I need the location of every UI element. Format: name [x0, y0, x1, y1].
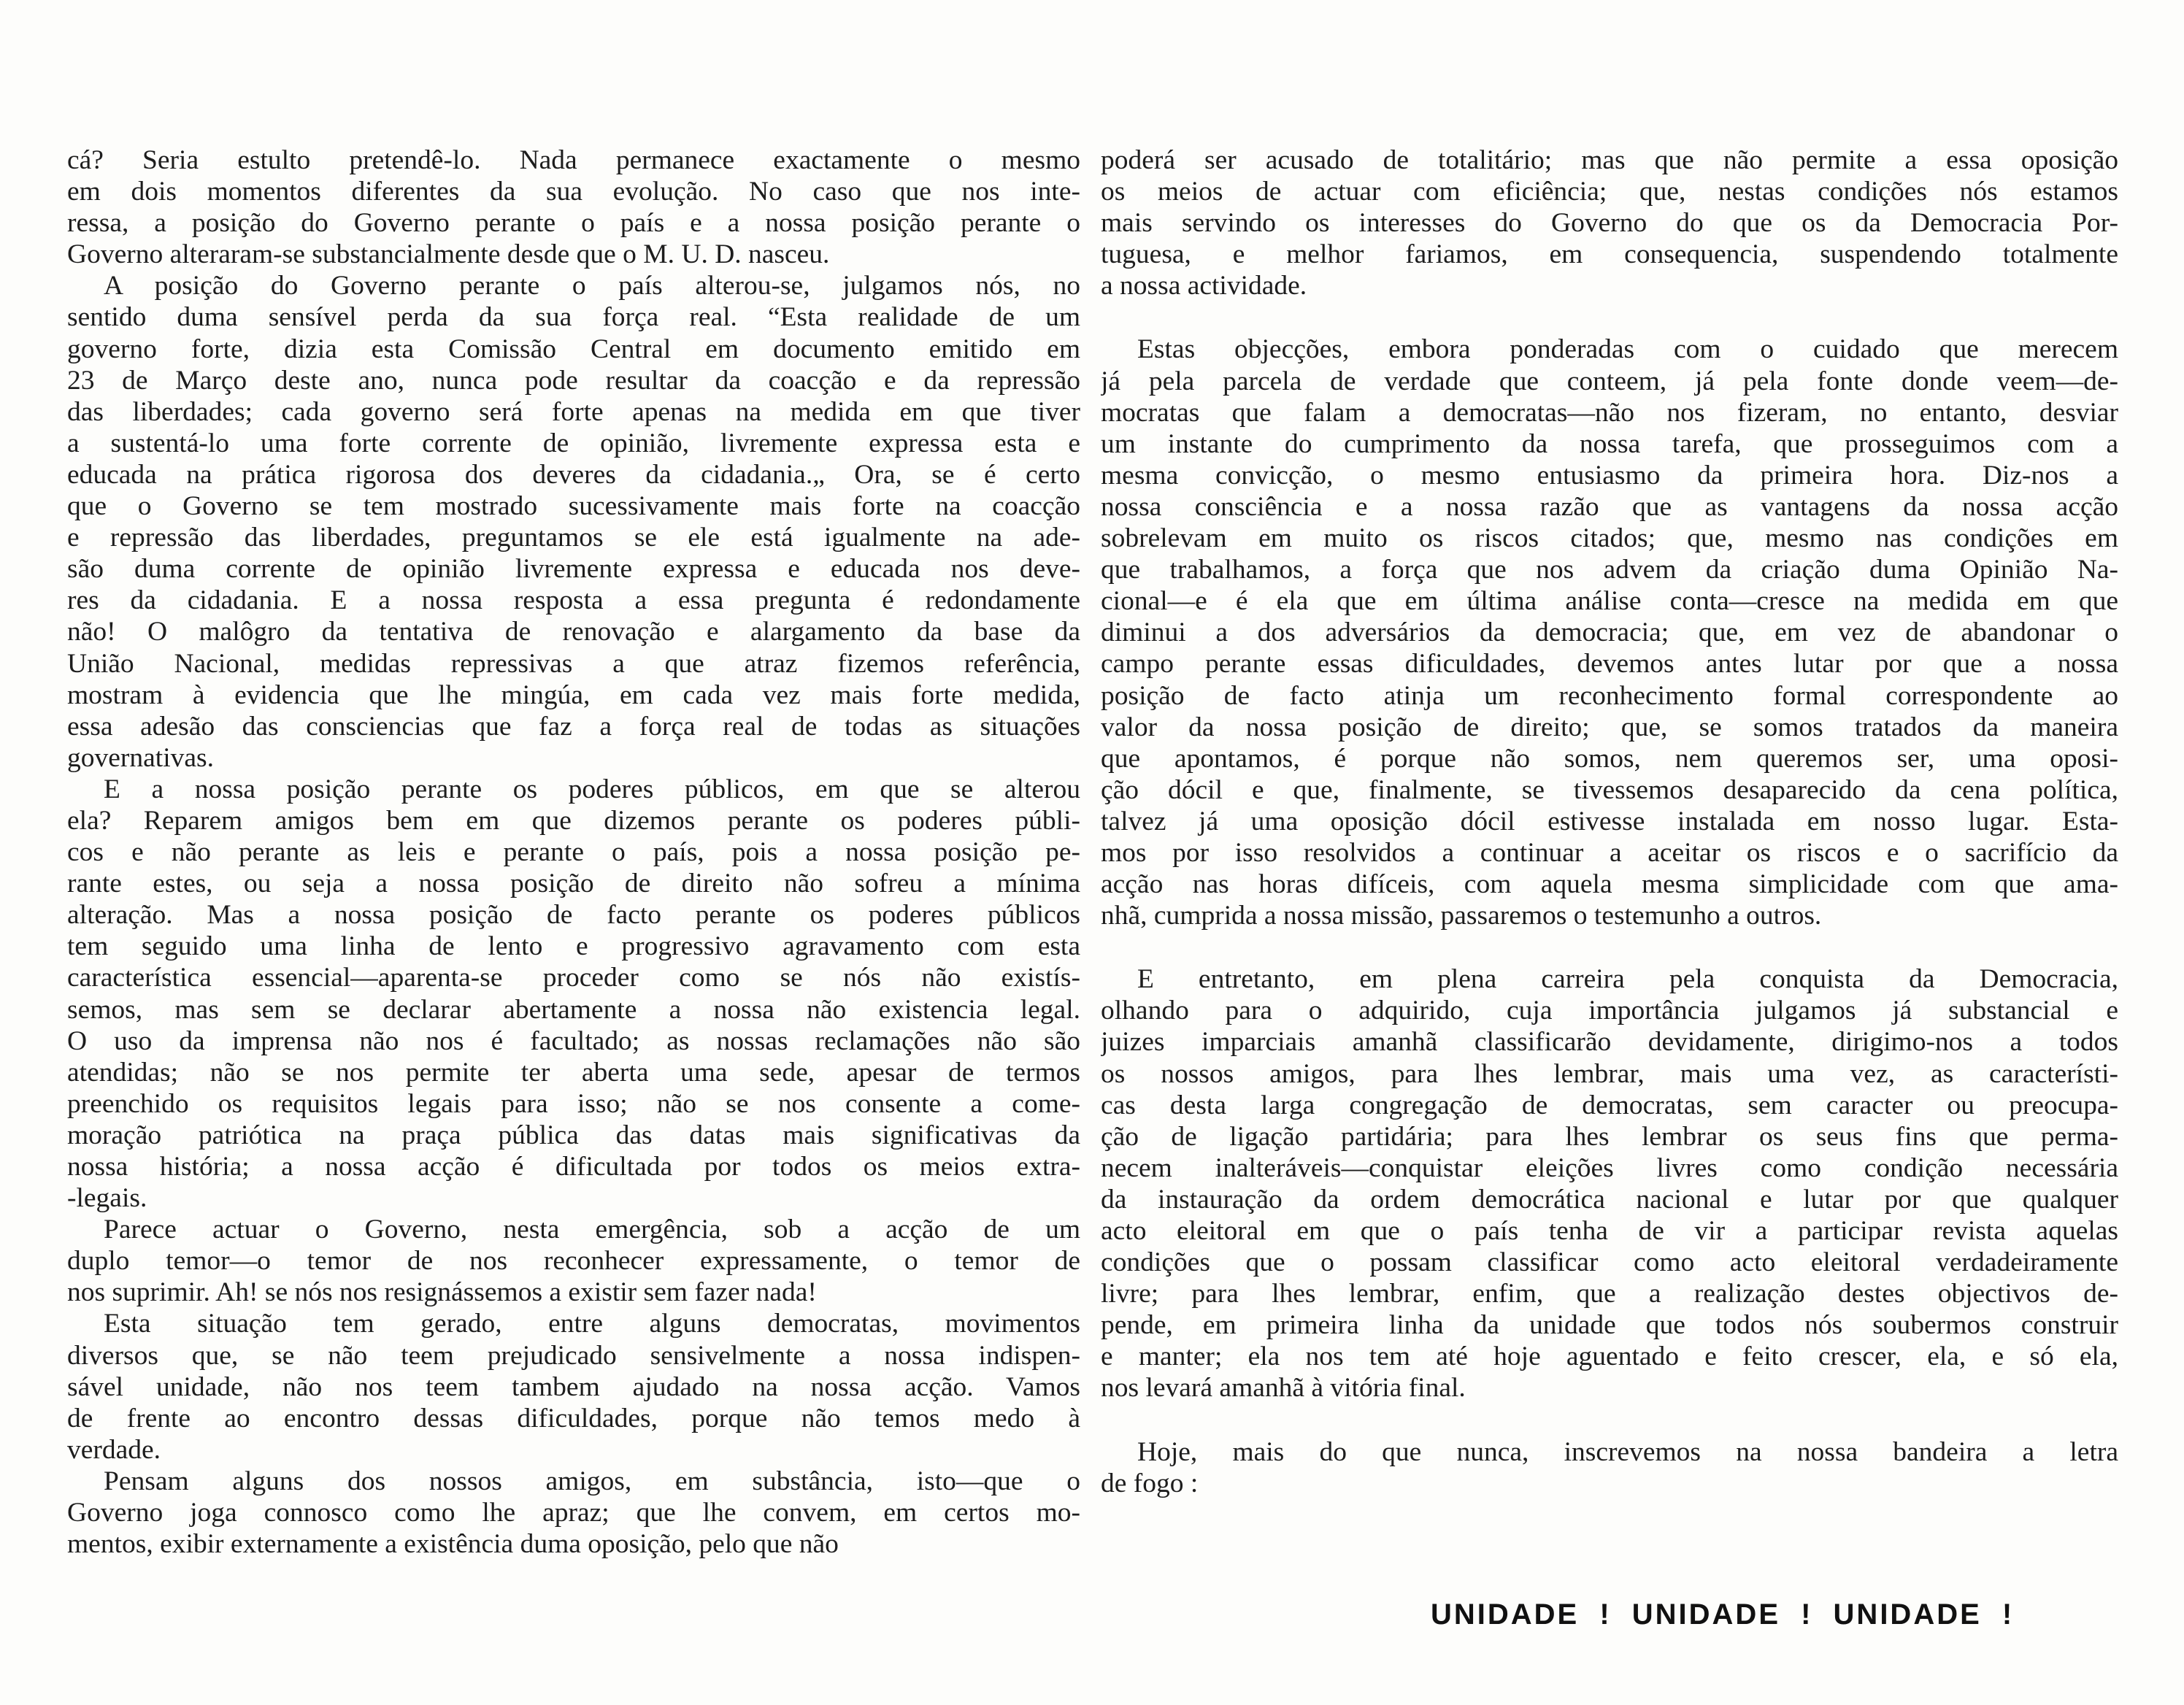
text-line: ela? Reparem amigos bem em que dizemos perante os poderes públi-: [67, 805, 1080, 836]
text-line: e repressão das liberdades, preguntamos se ele está igualmente na ade-: [67, 523, 1080, 553]
text-line: da instauração da ordem democrática nacional e lutar por que qualquer: [1101, 1184, 2118, 1215]
paragraph: [67, 270, 1080, 774]
paragraph: [67, 774, 1080, 1214]
text-line: cá? Seria estulto pretendê-lo. Nada permanece exactamente o mesmo: [67, 145, 1080, 175]
text-line: mocratas que falam a democratas—não nos fizeram, no entanto, desviar: [1101, 397, 2118, 428]
text-line: nossa consciência e a nossa razão que as vantagens da nossa acção: [1101, 491, 2118, 522]
text-line: nos levará amanhã à vitória final.: [1101, 1373, 1466, 1404]
text-line: governo forte, dizia esta Comissão Central em documento emitido em: [67, 334, 1080, 364]
text-line: ção de ligação partidária; para lhes lembrar os seus fins que perma-: [1101, 1121, 2118, 1152]
paragraph: [67, 1214, 1080, 1308]
text-line: das liberdades; cada governo será forte apenas na medida em que tiver: [67, 396, 1080, 427]
text-line: ção dócil e que, finalmente, se tivessemos desaparecido da cena política,: [1101, 774, 2118, 805]
text-line: nos suprimir. Ah! se nós nos resignássemos a existir sem fazer nada!: [67, 1277, 817, 1308]
text-line: poderá ser acusado de totalitário; mas que não permite a essa oposição: [1101, 145, 2118, 175]
text-line: E a nossa posição perante os poderes públicos, em que se alterou: [104, 774, 1080, 804]
text-line: Estas objecções, embora ponderadas com o cuidado que merecem: [1137, 334, 2118, 365]
text-line: Governo alteraram-se substancialmente desde que o M. U. D. nasceu.: [67, 239, 830, 270]
text-line: acção nas horas difíceis, com aquela mesma simplicidade com que ama-: [1101, 869, 2118, 900]
text-line: cas desta larga congregação de democratas, sem caracter ou preocupa-: [1101, 1090, 2118, 1120]
text-line: talvez já uma oposição dócil estivesse instalada em nosso lugar. Esta-: [1101, 806, 2118, 836]
text-line: Pensam alguns dos nossos amigos, em substância, isto—que o: [104, 1466, 1080, 1496]
text-line: cional—e é ela que em última análise conta—cresce na medida em que: [1101, 586, 2118, 617]
text-line: União Nacional, medidas repressivas a que atraz fizemos referência,: [67, 648, 1080, 679]
paragraph: [67, 1466, 1080, 1560]
text-line: em dois momentos diferentes da sua evolução. No caso que nos inte-: [67, 177, 1080, 207]
text-line: condições que o possam classificar como acto eleitoral verdadeiramente: [1101, 1247, 2118, 1278]
paragraph: [67, 145, 1080, 270]
text-line: já pela parcela de verdade que conteem, já pela fonte donde veem—de-: [1101, 366, 2118, 396]
right-column: [1101, 145, 2118, 1499]
text-line: mais servindo os interesses do Governo do que os da Democracia Por-: [1101, 208, 2118, 239]
text-line: rante estes, ou seja a nossa posição de direito não sofreu a mínima: [67, 869, 1080, 899]
text-line: cos e não perante as leis e perante o país, pois a nossa posição pe-: [67, 837, 1080, 868]
text-line: mesma convicção, o mesmo entusiasmo da primeira hora. Diz-nos a: [1101, 460, 2118, 490]
text-line: moração patriótica na praça pública das datas mais significativas da: [67, 1120, 1080, 1150]
text-line: duplo temor—o temor de nos reconhecer expressamente, o temor de: [67, 1246, 1080, 1277]
closing-motto: UNIDADE ! UNIDADE ! UNIDADE !: [1431, 1598, 2015, 1631]
text-line: preenchido os requisitos legais para isso; não se nos consente a come-: [67, 1088, 1080, 1119]
text-line: os meios de actuar com eficiência; que, nestas condições nós estamos: [1101, 177, 2118, 207]
text-line: atendidas; não se nos permite ter aberta uma sede, apesar de termos: [67, 1057, 1080, 1088]
text-line: tuguesa, e melhor fariamos, em consequencia, suspendendo totalmente: [1101, 239, 2118, 270]
paragraph: [1101, 145, 2118, 301]
text-line: pende, em primeira linha da unidade que todos nós soubermos construir: [1101, 1310, 2118, 1341]
text-line: mostram à evidencia que lhe mingúa, em cada vez mais forte medida,: [67, 680, 1080, 710]
text-line: Hoje, mais do que nunca, inscrevemos na nossa bandeira a letra: [1137, 1436, 2118, 1467]
text-line: característica essencial—aparenta-se proceder como se nós não existís-: [67, 963, 1080, 993]
text-line: campo perante essas dificuldades, devemos antes lutar por que a nossa: [1101, 649, 2118, 680]
text-line: são duma corrente de opinião livremente expressa e educada nos deve-: [67, 554, 1080, 585]
paragraph-gap: [1101, 301, 2118, 334]
text-line: A posição do Governo perante o país alterou-se, julgamos nós, no: [104, 271, 1080, 301]
text-line: que trabalhamos, a força que nos advem da criação duma Opinião Na-: [1101, 555, 2118, 585]
text-line: diversos que, se não teem prejudicado sensivelmente a nossa indispen-: [67, 1340, 1080, 1371]
text-line: tem seguido uma linha de lento e progressivo agravamento com esta: [67, 931, 1080, 962]
text-line: sável unidade, não nos teem tambem ajudado na nossa acção. Vamos: [67, 1371, 1080, 1402]
paragraph-gap: [1101, 1404, 2118, 1436]
text-line: Esta situação tem gerado, entre alguns democratas, movimentos: [104, 1309, 1080, 1339]
paragraph: [67, 1308, 1080, 1465]
paragraph-gap: [1101, 931, 2118, 963]
text-line: Parece actuar o Governo, nesta emergência, sob a acção de um: [104, 1215, 1080, 1245]
text-line: -legais.: [67, 1183, 147, 1214]
text-line: olhando para o adquirido, cuja importância julgamos já substancial e: [1101, 996, 2118, 1026]
text-line: 23 de Março deste ano, nunca pode resultar da coacção e da repressão: [67, 365, 1080, 396]
text-line: posição de facto atinja um reconhecimento formal correspondente ao: [1101, 680, 2118, 711]
text-line: não! O malôgro da tentativa de renovação e alargamento da base da: [67, 617, 1080, 647]
text-line: essa adesão das consciencias que faz a força real de todas as situações: [67, 711, 1080, 742]
text-line: a sustentá-lo uma forte corrente de opinião, livremente expressa esta e: [67, 428, 1080, 458]
text-line: mentos, exibir externamente a existência duma oposição, pelo que não: [67, 1529, 839, 1560]
text-line: de fogo :: [1101, 1468, 1199, 1498]
text-line: de frente ao encontro dessas dificuldades, porque não temos medo à: [67, 1403, 1080, 1433]
text-line: livre; para lhes lembrar, enfim, que a realização destes objectivos de-: [1101, 1279, 2118, 1309]
text-line: alteração. Mas a nossa posição de facto perante os poderes públicos: [67, 900, 1080, 931]
left-column: [67, 145, 1080, 1560]
text-line: verdade.: [67, 1434, 161, 1465]
text-line: a nossa actividade.: [1101, 271, 1307, 301]
text-line: necem inalteráveis—conquistar eleições livres como condição necessária: [1101, 1152, 2118, 1183]
text-line: que apontamos, é porque não somos, nem queremos ser, uma oposi-: [1101, 743, 2118, 774]
text-line: ressa, a posição do Governo perante o país e a nossa posição perante o: [67, 208, 1080, 239]
paragraph: [1101, 963, 2118, 1404]
text-line: e manter; ela nos tem até hoje aguentado e feito crescer, ela, e só ela,: [1101, 1342, 2118, 1372]
text-line: nossa história; a nossa acção é dificultada por todos os meios extra-: [67, 1152, 1080, 1182]
text-line: que o Governo se tem mostrado sucessivamente mais forte na coacção: [67, 491, 1080, 522]
text-line: res da cidadania. E a nossa resposta a essa pregunta é redondamente: [67, 585, 1080, 616]
text-line: educada na prática rigorosa dos deveres da cidadania.„ Ora, se é certo: [67, 459, 1080, 490]
text-line: os nossos amigos, para lhes lembrar, mais uma vez, as característi-: [1101, 1058, 2118, 1089]
text-line: acto eleitoral em que o país tenha de vir a participar revista aquelas: [1101, 1216, 2118, 1246]
text-line: Governo joga connosco como lhe apraz; que lhe convem, em certos mo-: [67, 1498, 1080, 1528]
text-line: nhã, cumprida a nossa missão, passaremos o testemunho a outros.: [1101, 901, 1822, 931]
text-line: um instante do cumprimento da nossa tarefa, que prosseguimos com a: [1101, 428, 2118, 459]
paragraph: [1101, 334, 2118, 931]
text-line: E entretanto, em plena carreira pela conquista da Democracia,: [1137, 964, 2118, 995]
text-line: O uso da imprensa não nos é facultado; as nossas reclamações não são: [67, 1025, 1080, 1056]
paragraph: [1101, 1436, 2118, 1499]
text-line: mos por isso resolvidos a continuar a aceitar os riscos e o sacrifício da: [1101, 837, 2118, 868]
text-line: diminui a dos adversários da democracia; que, em vez de abandonar o: [1101, 617, 2118, 648]
text-line: semos, mas sem se declarar abertamente a nossa não existencia legal.: [67, 994, 1080, 1025]
text-line: sobrelevam em muito os riscos citados; que, mesmo nas condições em: [1101, 523, 2118, 554]
text-line: sentido duma sensível perda da sua força real. “Esta realidade de um: [67, 302, 1080, 333]
text-line: juizes imparciais amanhã classificarão devidamente, dirigimo-nos a todos: [1101, 1027, 2118, 1058]
text-line: governativas.: [67, 742, 214, 773]
text-line: valor da nossa posição de direito; que, se somos tratados da maneira: [1101, 712, 2118, 742]
